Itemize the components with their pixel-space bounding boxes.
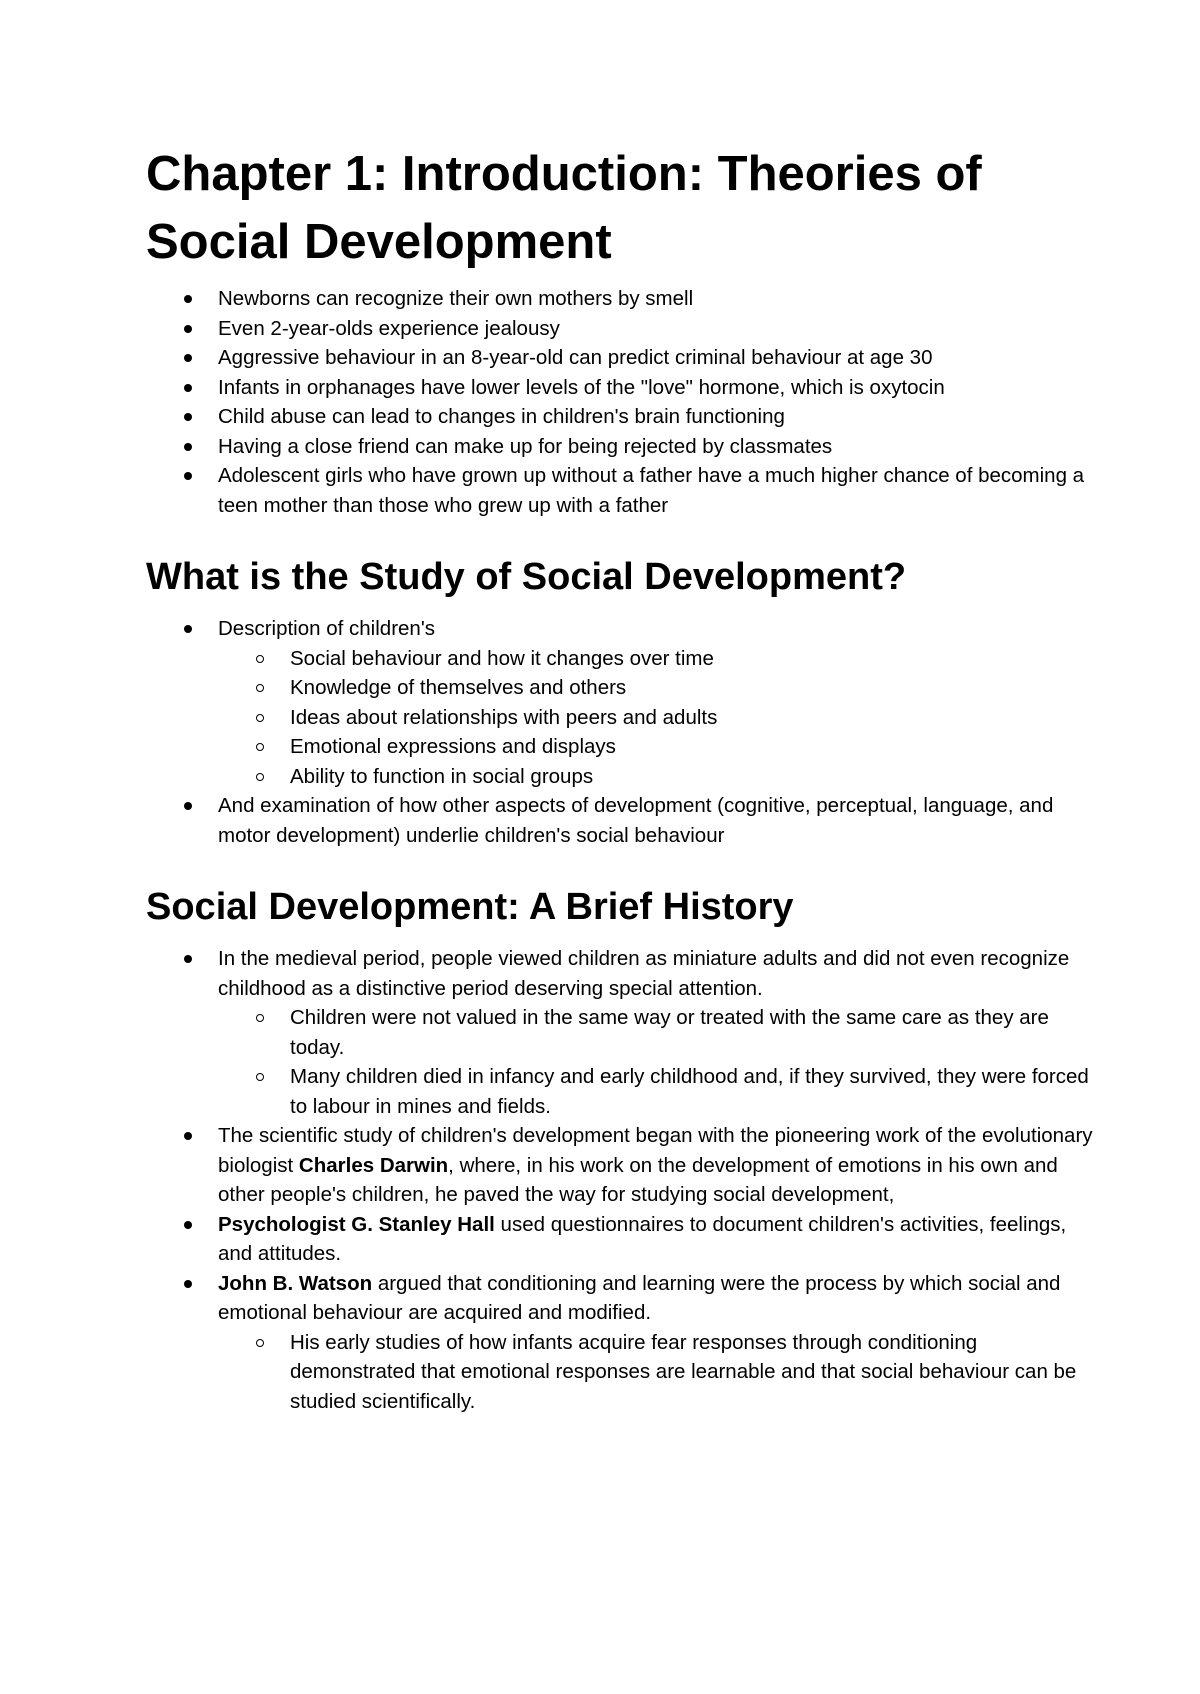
- name-stanley-hall: Psychologist G. Stanley Hall: [218, 1212, 495, 1236]
- section-heading-history: Social Development: A Brief History: [146, 886, 794, 928]
- bullet-dot-icon: [184, 325, 192, 333]
- sub-list-item: Emotional expressions and displays: [218, 732, 1100, 762]
- section-heading-study: What is the Study of Social Development?: [146, 556, 907, 598]
- bullet-dot-icon: [184, 472, 192, 480]
- bullet-dot-icon: [184, 802, 192, 810]
- list-item: Adolescent girls who have grown up without a father have a much higher chance of becoming a teen mother than those who grew up with a father: [146, 461, 1100, 520]
- list-item: Psychologist G. Stanley Hall used questionnaires to document children's activities, feelings, and attitudes.: [146, 1210, 1100, 1269]
- bullet-circle-icon: [256, 714, 264, 722]
- bullet-circle-icon: [256, 1339, 264, 1347]
- name-john-watson: John B. Watson: [218, 1271, 373, 1295]
- bullet-circle-icon: [256, 684, 264, 692]
- bullet-dot-icon: [184, 1221, 192, 1229]
- sub-list-item: His early studies of how infants acquire fear responses through conditioning demonstrated that emotional responses are learnable and that social behaviour can be studied scientifically.: [218, 1328, 1100, 1417]
- bullet-dot-icon: [184, 955, 192, 963]
- list-item: Child abuse can lead to changes in children's brain functioning: [146, 402, 1100, 432]
- list-item: In the medieval period, people viewed children as miniature adults and did not even recognize childhood as a distinctive period deserving special attention. Children were not valued in the same way or treated with the same care as they are today. Many children died in infancy and early childhood and, if they survived, they were forced to labour in mines and fields.: [146, 944, 1100, 1121]
- intro-list: [146, 284, 1100, 520]
- bullet-circle-icon: [256, 1014, 264, 1022]
- sub-list-item: Ideas about relationships with peers and adults: [218, 703, 1100, 733]
- study-list: [146, 614, 1100, 850]
- list-item: Having a close friend can make up for being rejected by classmates: [146, 432, 1100, 462]
- bullet-dot-icon: [184, 354, 192, 362]
- medieval-sublist: [218, 1003, 1100, 1121]
- bullet-dot-icon: [184, 443, 192, 451]
- list-item: Aggressive behaviour in an 8-year-old can predict criminal behaviour at age 30: [146, 343, 1100, 373]
- bullet-dot-icon: [184, 1132, 192, 1140]
- bullet-circle-icon: [256, 1073, 264, 1081]
- list-item: And examination of how other aspects of development (cognitive, perceptual, language, and motor development) underlie children's social behaviour: [146, 791, 1100, 850]
- list-item: John B. Watson argued that conditioning and learning were the process by which social and emotional behaviour are acquired and modified. His early studies of how infants acquire fear responses through conditioning demonstrated that emotional responses are learnable and that social behaviour can be studied scientifically.: [146, 1269, 1100, 1417]
- page-title: Chapter 1: Introduction: Theories of Social Development: [146, 147, 982, 269]
- history-list: [146, 944, 1100, 1416]
- bullet-circle-icon: [256, 655, 264, 663]
- bullet-dot-icon: [184, 625, 192, 633]
- bullet-dot-icon: [184, 413, 192, 421]
- study-sublist: [218, 644, 1100, 792]
- sub-list-item: Social behaviour and how it changes over time: [218, 644, 1100, 674]
- list-item: Infants in orphanages have lower levels of the "love" hormone, which is oxytocin: [146, 373, 1100, 403]
- name-charles-darwin: Charles Darwin: [298, 1153, 449, 1177]
- list-item: Even 2-year-olds experience jealousy: [146, 314, 1100, 344]
- list-item: Newborns can recognize their own mothers by smell: [146, 284, 1100, 314]
- bullet-dot-icon: [184, 295, 192, 303]
- sub-list-item: Ability to function in social groups: [218, 762, 1100, 792]
- watson-sublist: [218, 1328, 1100, 1417]
- sub-list-item: Knowledge of themselves and others: [218, 673, 1100, 703]
- list-item: The scientific study of children's development began with the pioneering work of the evolutionary biologist Charles Darwin, where, in his work on the development of emotions in his own and other people's children, he paved the way for studying social development,: [146, 1121, 1100, 1210]
- sub-list-item: Children were not valued in the same way or treated with the same care as they are today.: [218, 1003, 1100, 1062]
- bullet-circle-icon: [256, 773, 264, 781]
- list-item: Description of children's Social behaviour and how it changes over time Knowledge of themselves and others Ideas about relationships with peers and adults Emotional expressions and displays Ability to function in social groups: [146, 614, 1100, 791]
- bullet-dot-icon: [184, 1280, 192, 1288]
- sub-list-item: Many children died in infancy and early childhood and, if they survived, they were forced to labour in mines and fields.: [218, 1062, 1100, 1121]
- bullet-circle-icon: [256, 743, 264, 751]
- bullet-dot-icon: [184, 384, 192, 392]
